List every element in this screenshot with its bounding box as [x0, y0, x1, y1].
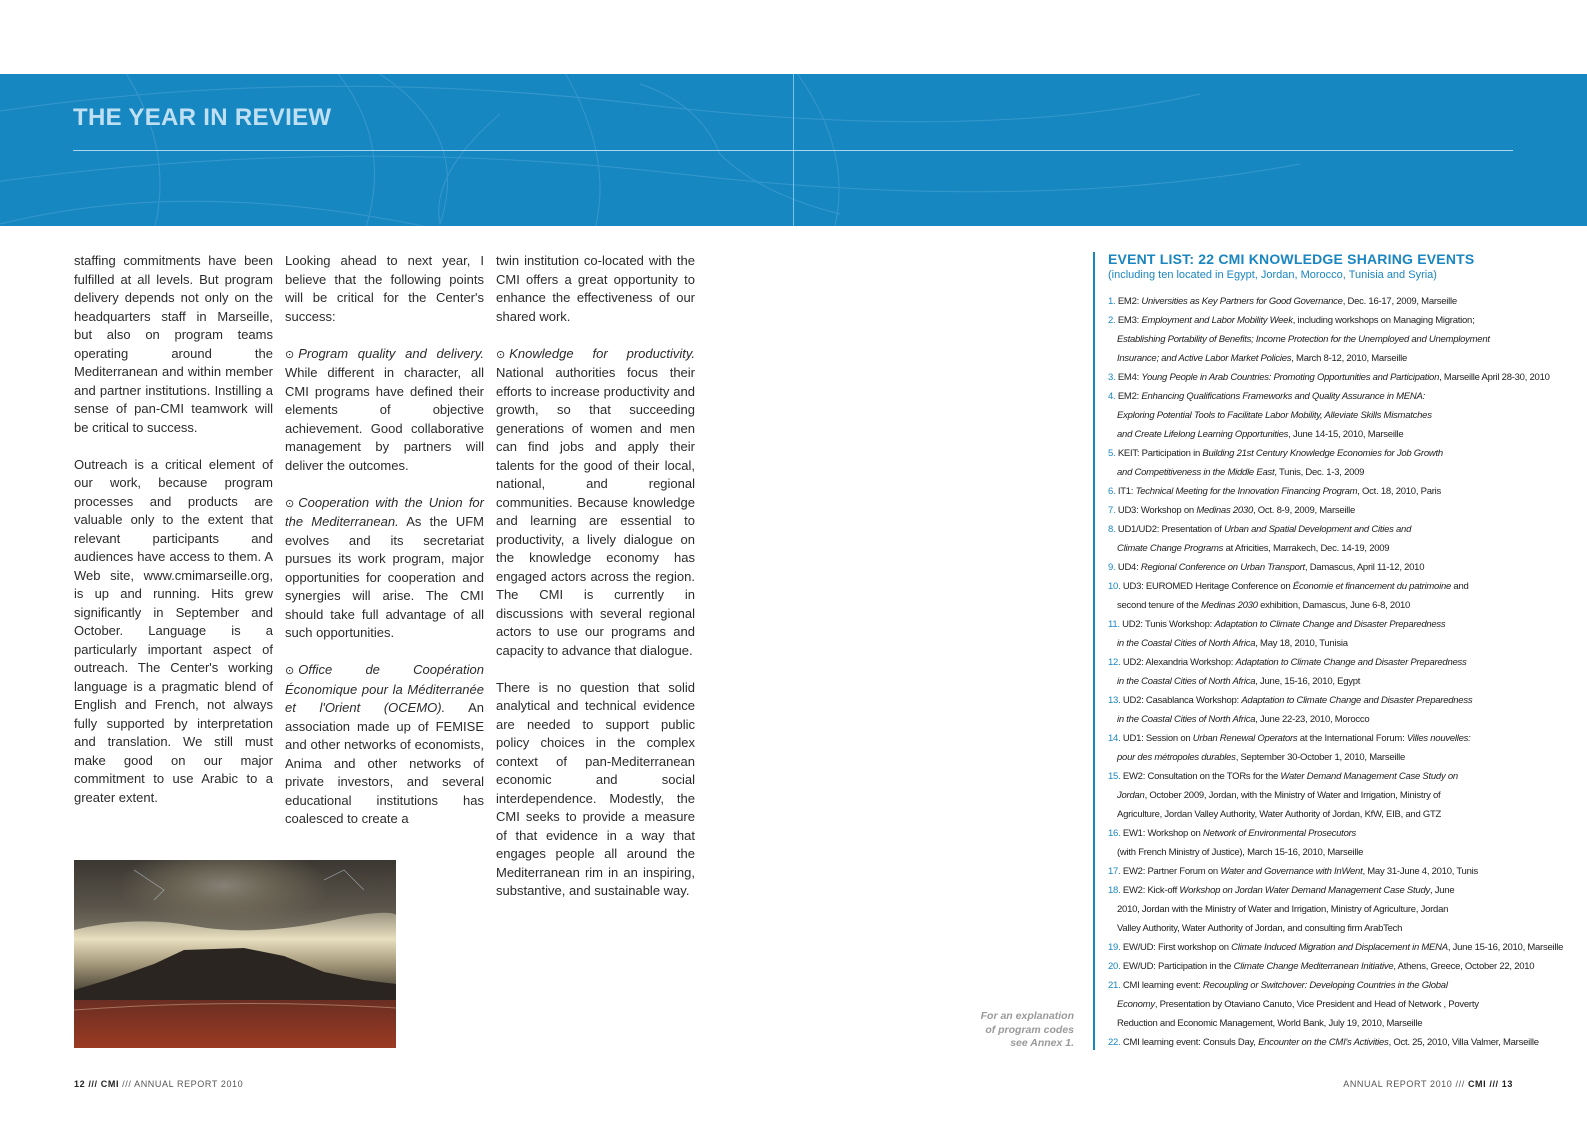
event-text: , September 30-October 1, 2010, Marseille: [1235, 752, 1405, 763]
event-title-text: Economy: [1117, 999, 1155, 1010]
event-number: 13.: [1108, 695, 1121, 706]
event-line: [1108, 843, 1538, 862]
event-text: EW2: Kick-off: [1122, 885, 1180, 896]
event-text: UD4:: [1117, 562, 1141, 573]
event-title-text: Exploring Potential Tools to Facilitate Labor Mobility, Alleviate Skills Mismatches: [1117, 410, 1432, 421]
event-text: , Oct. 18, 2010, Paris: [1357, 486, 1442, 497]
event-title-text: Medinas 2030: [1196, 505, 1253, 516]
bullet-icon: ⊙: [285, 665, 295, 677]
event-list-item: [1108, 292, 1538, 311]
paragraph-text: staffing commitments have been fulfilled at all levels. But program delivery depends not only on the headquarters staff in Marseille, but also on program teams operating around the Mediterranean and within member and partner institutions. Instilling a sense of pan-CMI teamwork will be critical to success.: [74, 253, 273, 435]
event-line: [1108, 733, 1471, 744]
event-title-text: Insurance; and Active Labor Market Policies: [1117, 353, 1292, 364]
event-number: 10.: [1108, 581, 1121, 592]
footer-org: CMI: [100, 1079, 120, 1089]
event-title-text: Adaptation to Climate Change and Disaster Preparedness: [1235, 657, 1467, 668]
event-line: [1108, 995, 1538, 1014]
event-text: , Marseille April 28-30, 2010: [1439, 372, 1550, 383]
event-title-text: Urban and Spatial Development and Cities and: [1224, 524, 1412, 535]
event-text: , Oct. 25, 2010, Villa Valmer, Marseille: [1388, 1037, 1539, 1048]
event-title-text: Jordan: [1117, 790, 1145, 801]
body-paragraph: [74, 456, 273, 808]
event-line: [1108, 505, 1355, 516]
event-line: [1108, 942, 1563, 953]
body-paragraph: [285, 345, 484, 476]
event-list-subtitle: (including ten located in Egypt, Jordan, Morocco, Tunisia and Syria): [1108, 269, 1437, 281]
footer-separator: ///: [1489, 1079, 1499, 1089]
event-line: [1108, 539, 1538, 558]
event-text: KEIT: Participation in: [1117, 448, 1203, 459]
event-line: [1108, 296, 1457, 307]
paragraph-text: As the UFM evolves and its secretariat pursues its work program, major opportunities for cooperation and synergies will arise. The CMI should take full advantage of all such opportunities.: [285, 514, 484, 640]
event-list-item: [1108, 1033, 1538, 1052]
annex-note-line-2: of program codes: [985, 1023, 1074, 1036]
event-line: [1108, 619, 1445, 630]
event-title-text: in the Coastal Cities of North Africa: [1117, 638, 1256, 649]
event-line: [1108, 524, 1411, 535]
event-text: , May 18, 2010, Tunisia: [1255, 638, 1348, 649]
footer-separator: ///: [1455, 1079, 1465, 1089]
event-line: [1108, 634, 1538, 653]
event-text: Reduction and Economic Management, World Bank, July 19, 2010, Marseille: [1117, 1018, 1423, 1029]
event-text: , including workshops on Managing Migration;: [1292, 315, 1475, 326]
event-list-item: [1108, 482, 1538, 501]
event-line: [1108, 657, 1467, 668]
event-list-item: [1108, 881, 1538, 938]
event-number: 11.: [1108, 619, 1120, 630]
event-text: , June: [1429, 885, 1455, 896]
event-line: [1108, 1014, 1538, 1033]
event-number: 5.: [1108, 448, 1116, 459]
footer-report: ANNUAL REPORT 2010: [134, 1079, 244, 1089]
event-title-text: Water and Governance with InWent: [1220, 866, 1363, 877]
event-text: EW2: Partner Forum on: [1122, 866, 1221, 877]
event-number: 7.: [1108, 505, 1116, 516]
event-title-text: Climate Change Mediterranean Initiative: [1233, 961, 1394, 972]
event-number: 8.: [1108, 524, 1116, 535]
event-line: [1108, 885, 1454, 896]
event-title-text: Workshop on Jordan Water Demand Management Case Study: [1179, 885, 1430, 896]
event-text: exhibition, Damascus, June 6-8, 2010: [1257, 600, 1411, 611]
event-text: at the International Forum:: [1297, 733, 1407, 744]
text-column-1: [74, 252, 273, 826]
event-text: UD2: Tunis Workshop:: [1122, 619, 1215, 630]
bullet-icon: ⊙: [285, 497, 295, 510]
event-text: , March 8-12, 2010, Marseille: [1291, 353, 1408, 364]
event-text: , Presentation by Otaviano Canuto, Vice President and Head of Network , Poverty: [1154, 999, 1479, 1010]
event-number: 14.: [1108, 733, 1121, 744]
event-line: [1108, 391, 1425, 402]
event-line: [1108, 372, 1550, 383]
paragraph-lead: Cooperation with the Union for the Mediterranean.: [285, 494, 484, 529]
event-title-text: Universities as Key Partners for Good Governance: [1141, 296, 1343, 307]
event-list-item: [1108, 862, 1538, 881]
event-number: 19.: [1108, 942, 1121, 953]
event-line: [1108, 900, 1538, 919]
event-text: CMI learning event:: [1122, 980, 1203, 991]
event-text: , Tunis, Dec. 1-3, 2009: [1274, 467, 1365, 478]
event-title-text: Water Demand Management Case Study on: [1280, 771, 1458, 782]
title-rule: [73, 150, 1513, 151]
event-line: [1108, 315, 1474, 326]
event-number: 20.: [1108, 961, 1121, 972]
event-text: and: [1451, 581, 1469, 592]
event-title-text: Young People in Arab Countries: Promoting Opportunities and Participation: [1141, 372, 1440, 383]
event-text: (with French Ministry of Justice), March 15-16, 2010, Marseille: [1117, 847, 1364, 858]
event-line: [1108, 866, 1478, 877]
event-title-text: Enhancing Qualifications Frameworks and Quality Assurance in MENA:: [1141, 391, 1425, 402]
event-text: UD2: Casablanca Workshop:: [1122, 695, 1242, 706]
event-line: [1108, 330, 1538, 349]
event-text: Agriculture, Jordan Valley Authority, Water Authority of Jordan, KfW, EIB, and GTZ: [1117, 809, 1442, 820]
event-line: [1108, 805, 1538, 824]
event-title-text: Adaptation to Climate Change and Disaster Preparedness: [1214, 619, 1446, 630]
event-number: 1.: [1108, 296, 1116, 307]
bullet-icon: ⊙: [496, 348, 506, 361]
event-line: [1108, 349, 1538, 368]
event-list-title: EVENT LIST: 22 CMI KNOWLEDGE SHARING EVENTS: [1108, 251, 1475, 267]
event-text: CMI learning event: Consuls Day,: [1122, 1037, 1259, 1048]
event-text: IT1:: [1117, 486, 1136, 497]
event-line: [1108, 596, 1538, 615]
event-number: 17.: [1108, 866, 1121, 877]
event-title-text: Recoupling or Switchover: Developing Countries in the Global: [1202, 980, 1448, 991]
paragraph-text: An association made up of FEMISE and other networks of economists, Anima and other networks of private investors, and several educational institutions has coalesced to create a: [285, 700, 485, 826]
body-paragraph: [285, 252, 484, 326]
event-list-item: [1108, 957, 1538, 976]
event-list-item: [1108, 767, 1538, 824]
event-text: , Oct. 8-9, 2009, Marseille: [1253, 505, 1356, 516]
event-title-text: in the Coastal Cities of North Africa: [1117, 714, 1256, 725]
event-text: EW1: Workshop on: [1122, 828, 1203, 839]
event-title-text: Regional Conference on Urban Transport: [1140, 562, 1305, 573]
event-title-text: Medinas 2030: [1201, 600, 1258, 611]
annex-note: [950, 1010, 1074, 1051]
event-line: [1108, 463, 1538, 482]
annex-note-line-3: see Annex 1.: [1010, 1037, 1074, 1049]
event-line: [1108, 710, 1538, 729]
event-line: [1108, 961, 1534, 972]
event-list-rule: [1093, 252, 1095, 1050]
desert-sunset-photo: [74, 860, 396, 1048]
event-number: 4.: [1108, 391, 1116, 402]
event-list-item: [1108, 387, 1538, 444]
paragraph-text: Looking ahead to next year, I believe that the following points will be critical for the Center's success:: [285, 253, 484, 324]
event-text: EW2: Consultation on the TORs for the: [1122, 771, 1281, 782]
event-text: Valley Authority, Water Authority of Jordan, and consulting firm ArabTech: [1117, 923, 1403, 934]
footer-left: [74, 1079, 243, 1089]
event-list-item: [1108, 520, 1538, 558]
event-title-text: Villes nouvelles:: [1406, 733, 1471, 744]
footer-right: [1343, 1079, 1513, 1089]
event-number: 22.: [1108, 1037, 1121, 1048]
event-list-item: [1108, 824, 1538, 862]
event-list-item: [1108, 558, 1538, 577]
event-text: second tenure of the: [1117, 600, 1202, 611]
event-list-item: [1108, 311, 1538, 368]
event-line: [1108, 771, 1458, 782]
event-title-text: and Competitiveness in the Middle East: [1117, 467, 1275, 478]
body-paragraph: [496, 345, 695, 661]
event-text: 2010, Jordan with the Ministry of Water and Irrigation, Ministry of Agriculture, Jordan: [1117, 904, 1449, 915]
event-title-text: Encounter on the CMI's Activities: [1258, 1037, 1389, 1048]
text-column-2: [285, 252, 484, 847]
event-number: 12.: [1108, 657, 1121, 668]
event-list-item: [1108, 444, 1538, 482]
event-list: [1108, 292, 1564, 1052]
paragraph-lead: Office de Coopération Économique pour la Méditerranée et l'Orient (OCEMO).: [285, 662, 484, 715]
event-number: 6.: [1108, 486, 1116, 497]
footer-separator: ///: [122, 1079, 132, 1089]
event-list-item: [1108, 938, 1564, 957]
event-line: [1108, 748, 1538, 767]
event-text: UD1/UD2: Presentation of: [1117, 524, 1225, 535]
event-line: [1108, 980, 1448, 991]
event-list-item: [1108, 976, 1538, 1033]
event-line: [1108, 425, 1538, 444]
event-title-text: in the Coastal Cities of North Africa: [1117, 676, 1256, 687]
event-list-item: [1108, 691, 1538, 729]
text-column-3: [496, 252, 695, 919]
event-text: , Damascus, April 11-12, 2010: [1304, 562, 1425, 573]
event-list-item: [1108, 501, 1538, 520]
event-line: [1108, 581, 1469, 592]
paragraph-lead: Knowledge for productivity.: [509, 345, 695, 361]
event-line: [1108, 919, 1538, 938]
event-text: EW/UD: First workshop on: [1122, 942, 1232, 953]
event-title-text: Technical Meeting for the Innovation Financing Program: [1135, 486, 1358, 497]
event-text: EM3:: [1117, 315, 1142, 326]
event-title-text: Building 21st Century Knowledge Economies for Job Growth: [1202, 448, 1443, 459]
event-line: [1108, 672, 1538, 691]
event-title-text: Urban Renewal Operators: [1192, 733, 1298, 744]
event-text: UD1: Session on: [1122, 733, 1193, 744]
event-number: 2.: [1108, 315, 1116, 326]
event-text: EM2:: [1117, 296, 1142, 307]
body-paragraph: [496, 679, 695, 901]
event-title-text: pour des métropoles durables: [1117, 752, 1236, 763]
event-title-text: Climate Change Programs: [1117, 543, 1224, 554]
event-text: UD2: Alexandria Workshop:: [1122, 657, 1236, 668]
body-paragraph: [496, 252, 695, 326]
body-paragraph: [74, 252, 273, 437]
event-line: [1108, 1037, 1539, 1048]
event-text: , Athens, Greece, October 22, 2010: [1393, 961, 1535, 972]
paragraph-text: There is no question that solid analytical and technical evidence are needed to support public policy choices in the complex context of pan-Mediterranean economic and social interdependence. Modestly, the CMI seeks to provide a measure of that evidence in a way that engages people all around the Mediterranean rim in an inspiring, substantive, and sustainable way.: [496, 679, 695, 898]
page-number-left: 12: [74, 1079, 86, 1089]
event-number: 21.: [1108, 980, 1121, 991]
event-text: EW/UD: Participation in the: [1122, 961, 1234, 972]
page-title: THE YEAR IN REVIEW: [73, 104, 332, 131]
event-title-text: Employment and Labor Mobility Week: [1141, 315, 1293, 326]
event-line: [1108, 406, 1538, 425]
event-list-item: [1108, 368, 1550, 387]
event-title-text: Climate Induced Migration and Displacement in MENA: [1231, 942, 1448, 953]
paragraph-text: Outreach is a critical element of our work, because program processes and products are valuable only to the extent that relevant participants and audiences have access to them. A Web site, www.cmimarseille.org, is up and running. Hits grew significantly in September and October. Language is a particularly important aspect of outreach. The Center's working language is a pragmatic blend of English and French, not always fully supported by interpretation and translation. We still must make good on our major commitment to use Arabic to a greater extent.: [74, 456, 273, 805]
event-line: [1108, 695, 1472, 706]
event-title-text: and Create Lifelong Learning Opportunities: [1117, 429, 1289, 440]
body-paragraph: [285, 661, 484, 829]
paragraph-text: twin institution co-located with the CMI offers a great opportunity to enhance the effectiveness of our shared work.: [496, 253, 695, 324]
paragraph-text: National authorities focus their efforts to increase productivity and growth, so that succeeding generations of women and men can find jobs and apply their talents for the good of their local, national, and regional communities. Because knowledge and learning are essential to productivity, a lively dialogue on the knowledge economy has engaged actors across the region. The CMI is currently in discussions with several regional actors to use our programs and capacity to advance that dialogue.: [496, 365, 695, 658]
paragraph-lead: Program quality and delivery.: [298, 345, 484, 361]
event-list-item: [1108, 577, 1538, 615]
event-text: at Africities, Marrakech, Dec. 14-19, 2009: [1223, 543, 1390, 554]
event-number: 3.: [1108, 372, 1116, 383]
event-line: [1108, 486, 1441, 497]
event-line: [1108, 786, 1538, 805]
event-text: EM4:: [1117, 372, 1142, 383]
event-list-item: [1108, 653, 1538, 691]
event-number: 16.: [1108, 828, 1121, 839]
body-paragraph: [285, 494, 484, 643]
event-title-text: Adaptation to Climate Change and Disaster Preparedness: [1241, 695, 1473, 706]
page-number-right: 13: [1501, 1079, 1513, 1089]
event-line: [1108, 448, 1443, 459]
footer-separator: ///: [88, 1079, 98, 1089]
event-list-item: [1108, 729, 1538, 767]
event-text: , June 22-23, 2010, Morocco: [1255, 714, 1370, 725]
event-number: 18.: [1108, 885, 1121, 896]
event-number: 9.: [1108, 562, 1116, 573]
event-list-item: [1108, 615, 1538, 653]
annex-note-line-1: For an explanation: [980, 1010, 1074, 1022]
event-title-text: Establishing Portability of Benefits; Income Protection for the Unemployed and Unemployment: [1117, 334, 1490, 345]
event-text: EM2:: [1117, 391, 1142, 402]
event-text: , June 15-16, 2010, Marseille: [1447, 942, 1564, 953]
event-line: [1108, 562, 1424, 573]
event-title-text: Économie et financement du patrimoine: [1292, 581, 1452, 592]
event-line: [1108, 828, 1356, 839]
paragraph-text: While different in character, all CMI programs have defined their elements of objective achievement. Good collaborative management by partners will deliver the outcomes.: [285, 365, 484, 473]
event-number: 15.: [1108, 771, 1121, 782]
event-text: UD3: Workshop on: [1117, 505, 1197, 516]
event-text: , Dec. 16-17, 2009, Marseille: [1342, 296, 1457, 307]
event-text: , May 31-June 4, 2010, Tunis: [1362, 866, 1478, 877]
footer-org: CMI: [1467, 1079, 1487, 1089]
event-text: , June, 15-16, 2010, Egypt: [1255, 676, 1361, 687]
footer-report: ANNUAL REPORT 2010: [1343, 1079, 1453, 1089]
event-text: , June 14-15, 2010, Marseille: [1288, 429, 1404, 440]
event-title-text: Network of Environmental Prosecutors: [1202, 828, 1357, 839]
event-text: UD3: EUROMED Heritage Conference on: [1122, 581, 1293, 592]
event-text: , October 2009, Jordan, with the Ministry of Water and Irrigation, Ministry of: [1144, 790, 1441, 801]
bullet-icon: ⊙: [285, 348, 295, 361]
